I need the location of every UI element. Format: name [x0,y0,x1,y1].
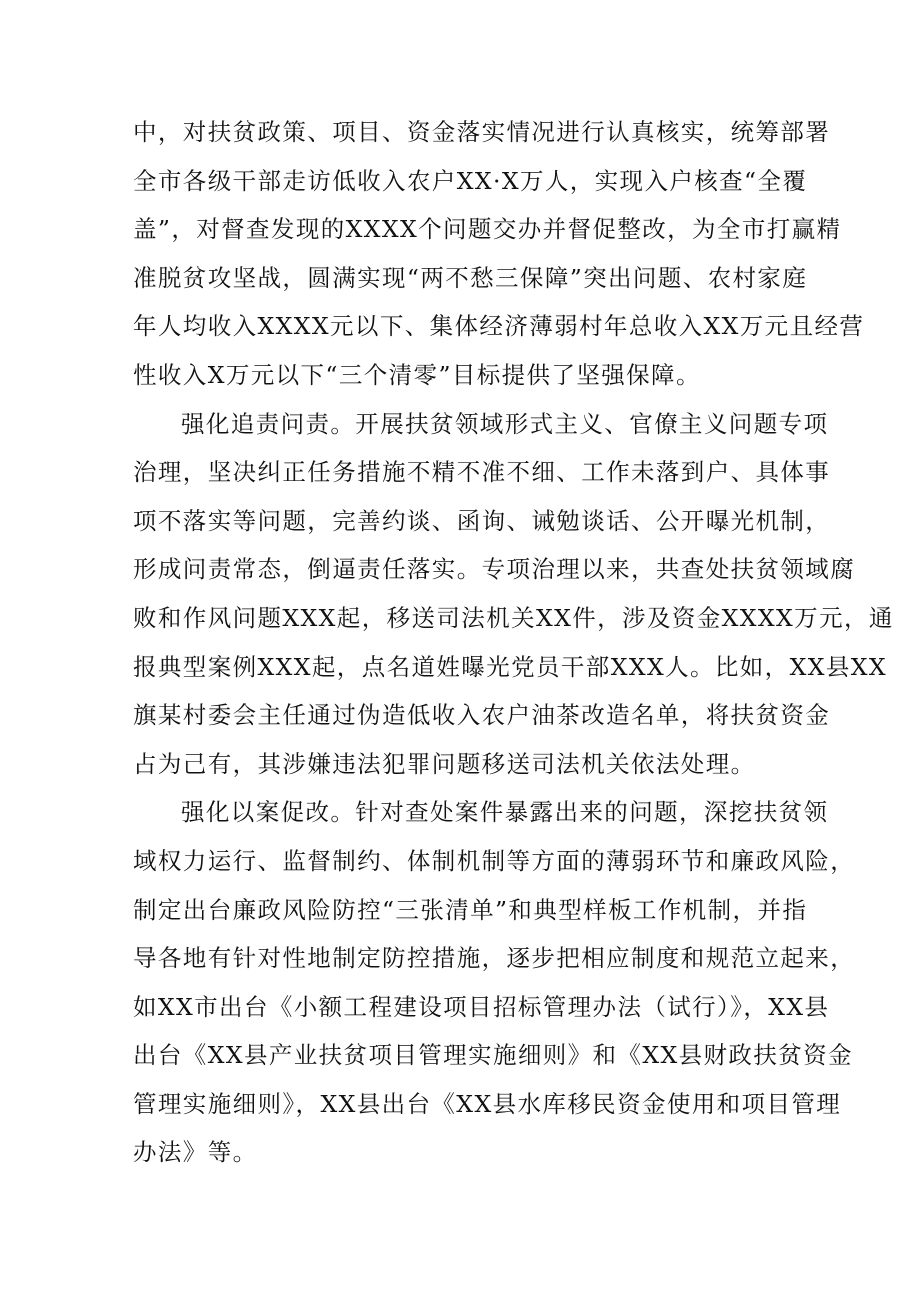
paragraph-line: 办法》等。 [133,1138,258,1167]
paragraph-line: 中，对扶贫政策、项目、资金落实情况进行认真核实，统筹部署 [133,118,831,146]
paragraph-line: 性收入X万元以下“三个清零”目标提供了坚强保障。 [133,360,701,389]
paragraph-line: 盖”，对督查发现的XXXX个问题交办并督促整改，为全市打赢精 [133,215,842,244]
paragraph-line: 败和作风问题XXX起，移送司法机关XX件，涉及资金XXXX万元，通 [133,603,894,632]
paragraph-3 [133,788,856,1177]
paragraph-line: 项不落实等问题，完善约谈、函询、诫勉谈话、公开曝光机制， [133,506,831,535]
paragraph-line: 制定出台廉政风险防控“三张清单”和典型样板工作机制，并指 [133,895,808,924]
paragraph-line: 形成问责常态，倒逼责任落实。专项治理以来，共查处扶贫领域腐 [133,555,856,584]
paragraph-line: 报典型案例XXX起，点名道姓曝光党员干部XXX人。比如，XX县XX [133,652,887,681]
paragraph-line: 出台《XX县产业扶贫项目管理实施细则》和《XX县财政扶贫资金 [133,1041,853,1070]
paragraph-line: 占为己有，其涉嫌违法犯罪问题移送司法机关依法处理。 [133,749,756,778]
paragraph-line: 全市各级干部走访低收入农户XX·X万人，实现入户核查“全覆 [133,166,808,195]
paragraph-1 [133,108,865,400]
paragraph-line: 治理，坚决纠正任务措施不精不准不细、工作未落到户、具体事 [133,458,831,487]
paragraph-line: 导各地有针对性地制定防控措施，逐步把相应制度和规范立起来， [133,944,856,973]
paragraph-line: 如XX市出台《小额工程建设项目招标管理办法（试行）》，XX县 [133,992,830,1021]
paragraph-line: 域权力运行、监督制约、体制机制等方面的薄弱环节和廉政风险， [133,846,856,875]
paragraph-line: 强化以案促改。针对查处案件暴露出来的问题，深挖扶贫领 [181,798,829,827]
document-body [133,108,894,1177]
paragraph-2 [133,400,894,789]
paragraph-line: 准脱贫攻坚战，圆满实现“两不愁三保障”突出问题、农村家庭 [133,263,808,292]
paragraph-line: 强化追责问责。开展扶贫领域形式主义、官僚主义问题专项 [181,409,829,438]
paragraph-line: 管理实施细则》，XX县出台《XX县水库移民资金使用和项目管理 [133,1089,842,1118]
paragraph-line: 旗某村委会主任通过伪造低收入农户油茶改造名单，将扶贫资金 [133,701,831,730]
paragraph-line: 年人均收入XXXX元以下、集体经济薄弱村年总收入XX万元且经营 [133,312,865,341]
